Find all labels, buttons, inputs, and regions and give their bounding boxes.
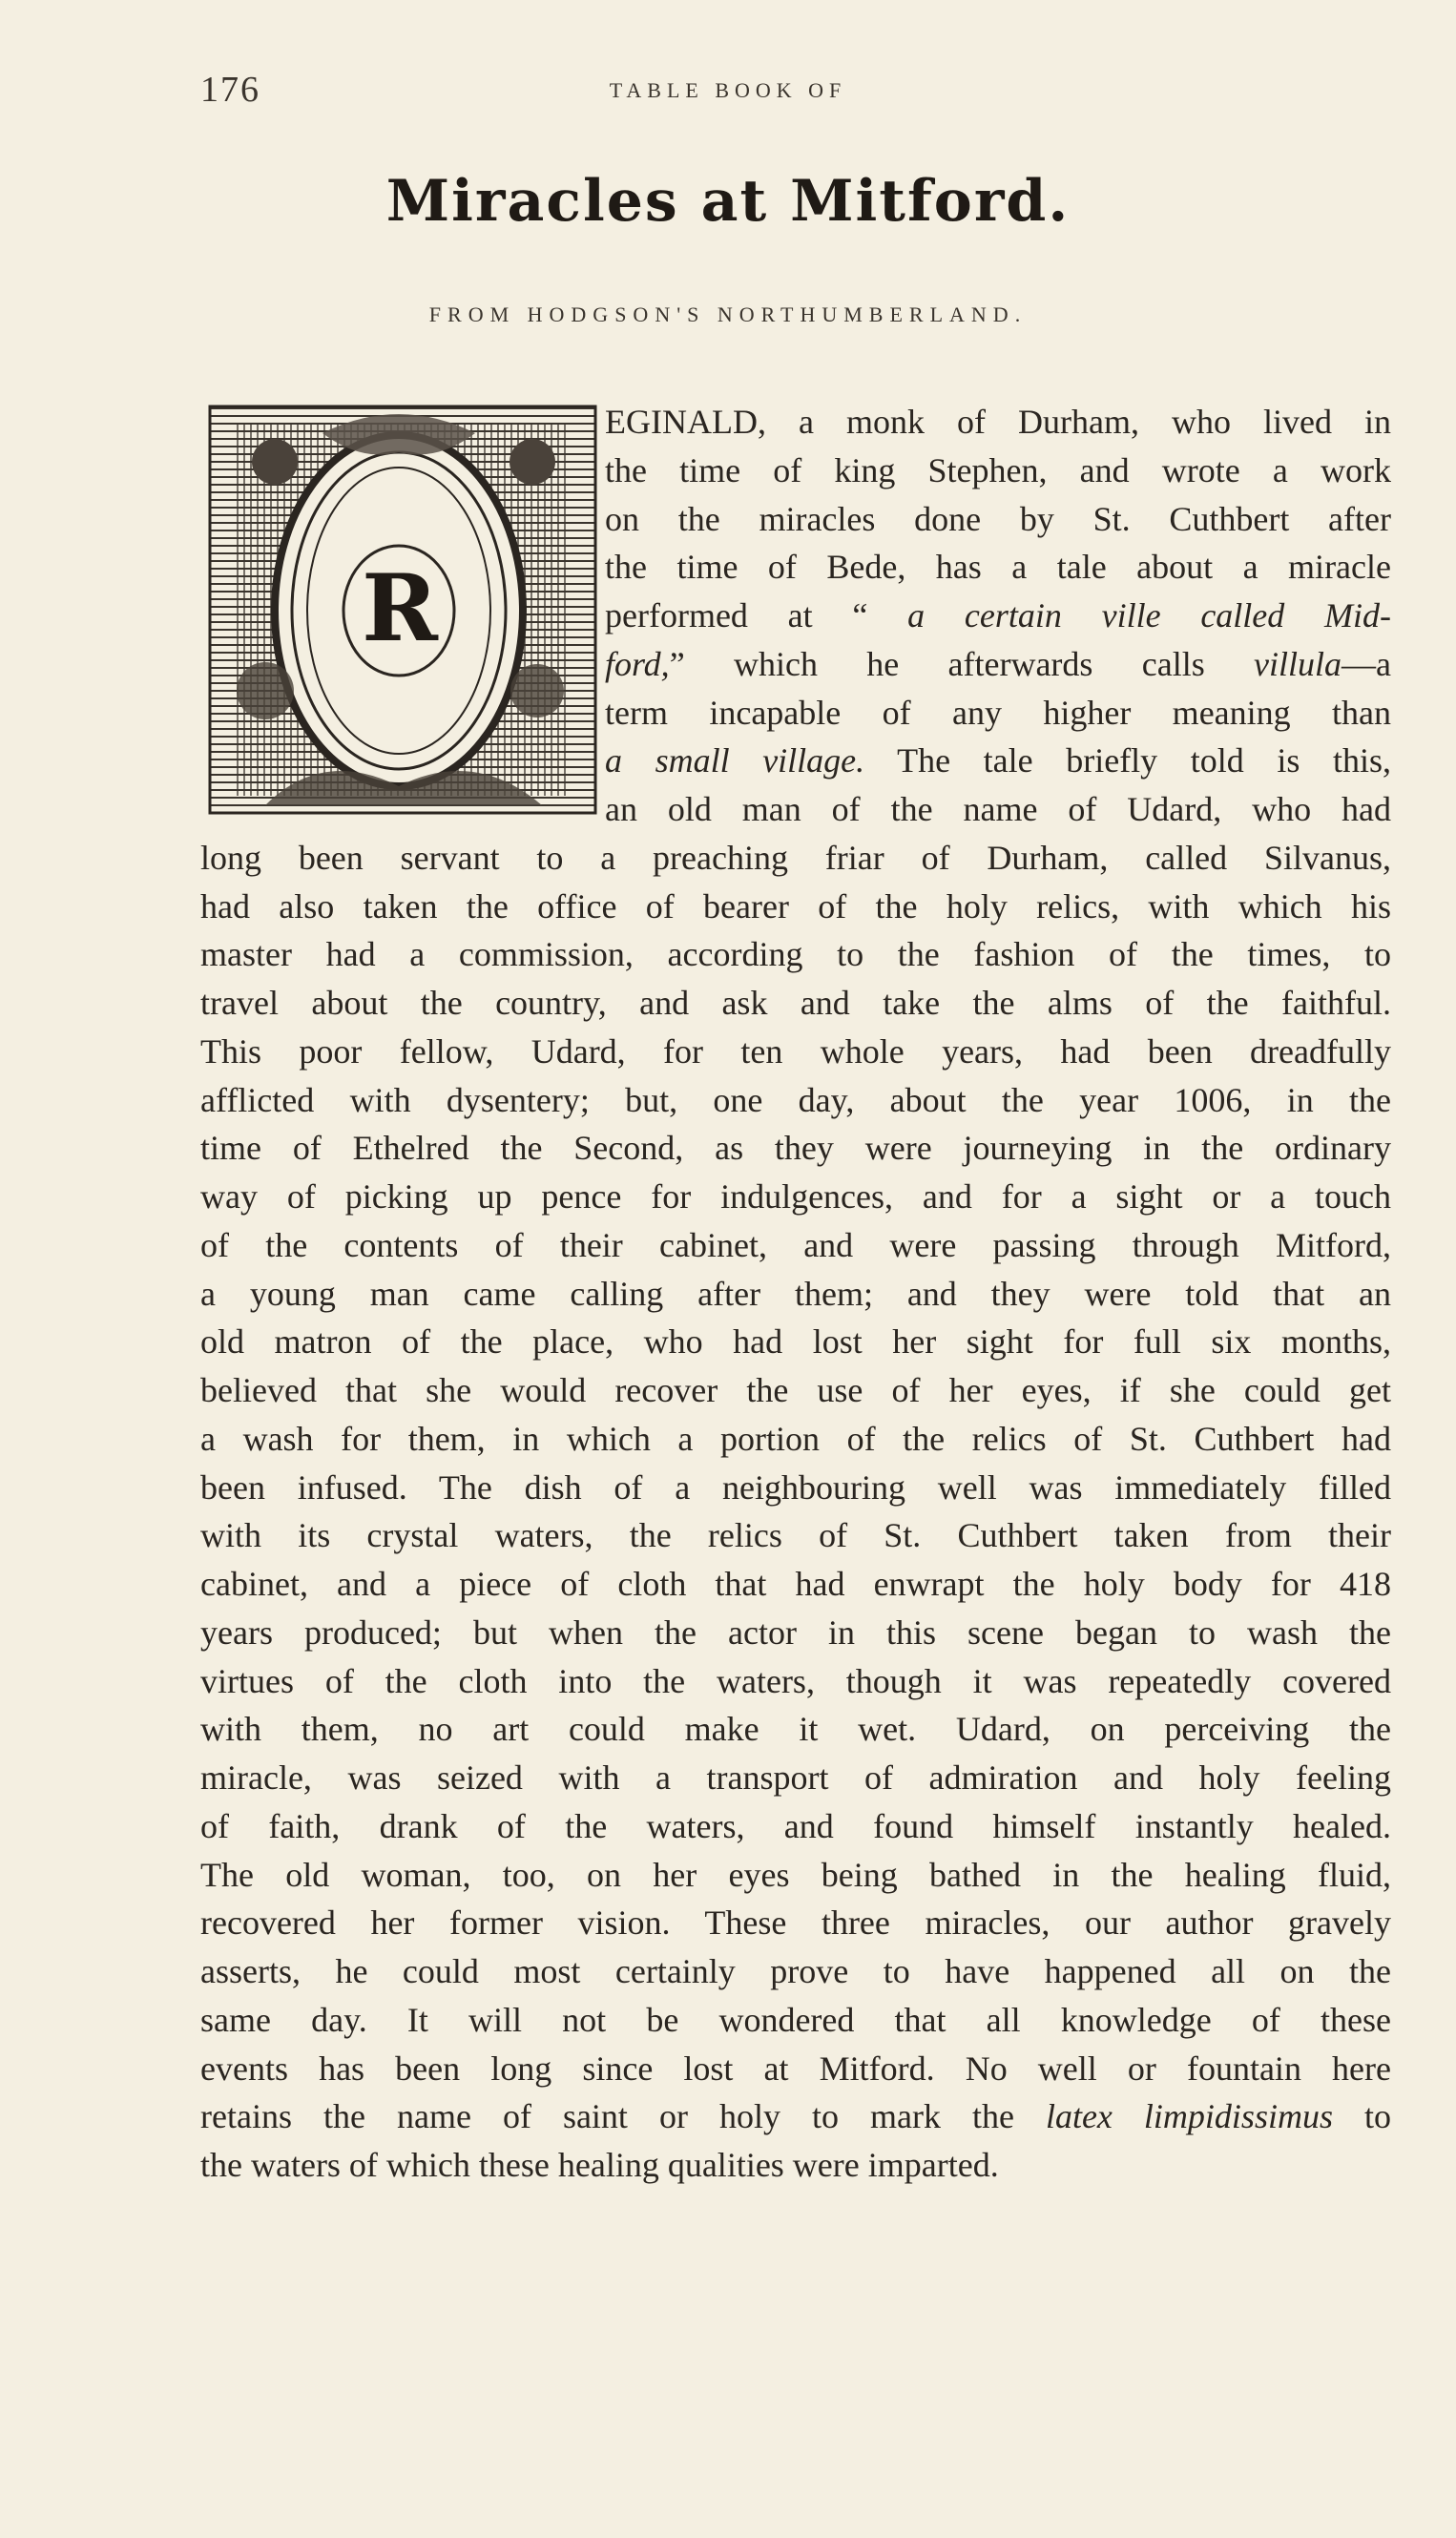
ornamental-drop-initial — [208, 405, 601, 817]
text-line: The old woman, too, on her eyes being bathed in the healing fluid, — [200, 1855, 1391, 1894]
text-line: old matron of the place, who had lost her sight for full six months, — [200, 1322, 1391, 1362]
text-line: virtues of the cloth into the waters, though it was repeatedly covered — [200, 1661, 1391, 1700]
italic-phrase: latex limpidissimus — [1045, 2097, 1333, 2136]
text-line: with them, no art could make it wet. Udard, on perceiving the — [200, 1710, 1391, 1749]
drop-initial-letter: R — [362, 553, 438, 662]
text-line: with its crystal waters, the relics of St. Cuthbert taken from their — [200, 1516, 1391, 1555]
italic-phrase: a certain ville called Mid- — [907, 596, 1392, 634]
text-line: had also taken the office of bearer of the holy relics, with which his — [200, 886, 1391, 926]
text-line: same day. It will not be wondered that all knowledge of these — [200, 2000, 1391, 2039]
text-line: of faith, drank of the waters, and found himself instantly healed. — [200, 1806, 1391, 1845]
text-run: The tale briefly told is this, — [864, 741, 1391, 780]
page-number: 176 — [200, 70, 260, 110]
text-line: events has been long since lost at Mitford. No well or fountain here — [200, 2049, 1391, 2088]
text-line: miracle, was seized with a transport of admiration and holy feeling — [200, 1758, 1391, 1797]
text-line — [605, 644, 1391, 683]
text-line: This poor fellow, Udard, for ten whole years, had been dreadfully — [200, 1031, 1391, 1071]
text-run: retains the name of saint or holy to mark the — [200, 2097, 1046, 2136]
text-line — [605, 598, 1391, 633]
text-line: recovered her former vision. These three miracles, our author gravely — [200, 1904, 1391, 1943]
text-line: on the miracles done by St. Cuthbert after — [605, 499, 1391, 538]
text-line: the time of king Stephen, and wrote a work — [605, 450, 1391, 489]
article-title: Miracles at Mitford. — [385, 168, 1071, 235]
text-line: term incapable of any higher meaning than — [605, 693, 1391, 732]
text-line: asserts, he could most certainly prove to have happened all on the — [200, 1952, 1391, 1990]
text-line: EGINALD, a monk of Durham, who lived in — [605, 403, 1391, 441]
article-source: FROM HODGSON'S NORTHUMBERLAND. — [428, 302, 1028, 326]
text-line: years produced; but when the actor in this scene began to wash the — [200, 1612, 1391, 1652]
text-line: long been servant to a preaching friar of Durham, called Silvanus, — [200, 838, 1391, 877]
text-line: way of picking up pence for indulgences, and for a sight or a touch — [200, 1177, 1391, 1216]
text-line: believed that she would recover the use of her eyes, if she could get — [200, 1371, 1391, 1409]
text-line: afflicted with dysentery; but, one day, about the year 1006, in the — [200, 1080, 1391, 1119]
text-line — [200, 2097, 1391, 2136]
italic-phrase: villula — [1254, 644, 1342, 683]
text-line: the time of Bede, has a tale about a miracle — [605, 548, 1391, 587]
italic-phrase: a small village. — [605, 741, 865, 780]
text-line: master had a commission, according to the fashion of the times, to — [200, 935, 1391, 974]
text-line: time of Ethelred the Second, as they were journeying in the ordinary — [200, 1129, 1391, 1168]
italic-phrase: ford, — [605, 644, 670, 683]
text-line: the waters of which these healing qualities were imparted. — [200, 2146, 999, 2184]
text-line: a young man came calling after them; and they were told that an — [200, 1274, 1391, 1313]
text-run: —a — [1342, 644, 1391, 683]
text-line: travel about the country, and ask and take the alms of the faithful. — [200, 984, 1391, 1022]
text-run: to — [1332, 2097, 1391, 2136]
text-line — [605, 743, 1391, 778]
text-line: been infused. The dish of a neighbouring well was immediately filled — [200, 1467, 1391, 1507]
text-line: a wash for them, in which a portion of the relics of St. Cuthbert had — [200, 1419, 1391, 1458]
text-line: an old man of the name of Udard, who had — [605, 790, 1391, 828]
text-line: cabinet, and a piece of cloth that had enwrapt the holy body for 418 — [200, 1565, 1391, 1603]
text-run: ” which he afterwards calls — [669, 644, 1255, 683]
text-run: performed at “ — [605, 596, 908, 634]
text-line: of the contents of their cabinet, and were passing through Mitford, — [200, 1225, 1391, 1264]
running-head: TABLE BOOK OF — [609, 78, 847, 102]
